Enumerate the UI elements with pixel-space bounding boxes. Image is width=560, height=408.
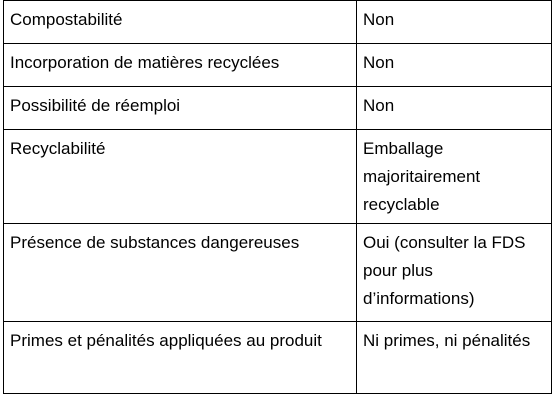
property-cell: Présence de substances dangereuses [4, 224, 357, 322]
environmental-properties-table [3, 0, 552, 394]
value-cell: Emballage majoritairement recyclable [357, 130, 552, 224]
table-row [4, 1, 552, 44]
property-cell: Compostabilité [4, 1, 357, 44]
table-row [4, 44, 552, 87]
value-cell: Non [357, 1, 552, 44]
table-row [4, 130, 552, 224]
table-row [4, 87, 552, 130]
table-row [4, 322, 552, 394]
value-cell: Oui (consulter la FDS pour plus d’informations) [357, 224, 552, 322]
property-cell: Possibilité de réemploi [4, 87, 357, 130]
property-cell: Primes et pénalités appliquées au produit [4, 322, 357, 394]
table-row [4, 224, 552, 322]
value-cell: Non [357, 87, 552, 130]
property-cell: Recyclabilité [4, 130, 357, 224]
property-cell: Incorporation de matières recyclées [4, 44, 357, 87]
value-cell: Non [357, 44, 552, 87]
value-cell: Ni primes, ni pénalités [357, 322, 552, 394]
